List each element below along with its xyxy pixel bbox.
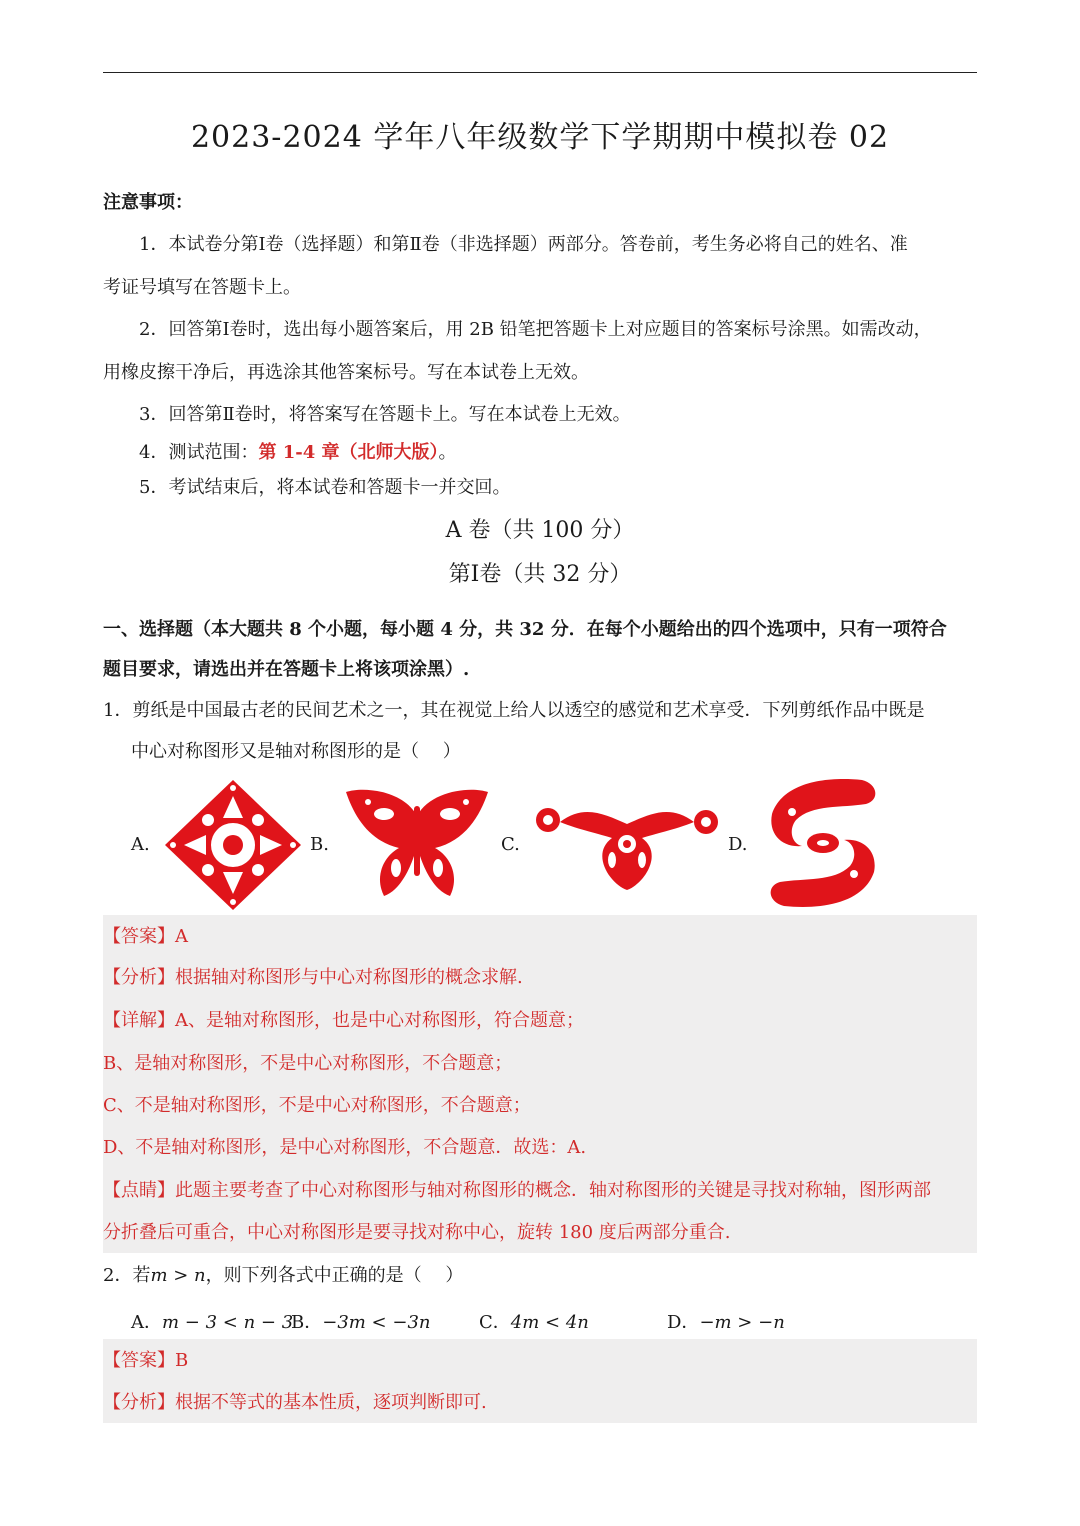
question-type-line-2: 题目要求，请选出并在答题卡上将该项涂黑）. — [103, 659, 470, 680]
q1-analysis: 【分析】根据轴对称图形与中心对称图形的概念求解. — [103, 967, 523, 988]
q2-answer: 【答案】B — [103, 1350, 189, 1371]
q1-option-a-label: A. — [131, 834, 150, 855]
q2-condition: m > n — [150, 1265, 206, 1286]
test-scope: 第 1-4 章（北师大版） — [258, 442, 439, 463]
q1-option-d-label: D. — [728, 834, 748, 855]
q2-option-d — [667, 1308, 785, 1334]
notice-item-2: 2．回答第Ⅰ卷时，选出每小题答案后，用 2B 铅笔把答题卡上对应题目的答案标号涂黑。如需改动， — [139, 319, 932, 340]
q1-option-c-label: C. — [501, 834, 520, 855]
papercut-snowflake-image — [163, 778, 303, 912]
q2-analysis: 【分析】根据不等式的基本性质，逐项判断即可. — [103, 1392, 487, 1413]
q2-option-b-label: B． — [291, 1312, 323, 1333]
notice-item-2-cont: 用橡皮擦干净后，再选涂其他答案标号。写在本试卷上无效。 — [103, 362, 589, 383]
q2-option-b-expr: −3m < −3n — [322, 1312, 431, 1333]
q1-detail-b: B、是轴对称图形，不是中心对称图形，不合题意； — [103, 1053, 513, 1074]
notice-item-3: 3．回答第Ⅱ卷时，将答案写在答题卡上。写在本试卷上无效。 — [139, 404, 631, 425]
notice-item-4-suffix: 。 — [438, 442, 457, 463]
header-rule — [103, 72, 977, 73]
notice-item-1-cont: 考证号填写在答题卡上。 — [103, 277, 301, 298]
q1-comment-cont: 分折叠后可重合，中心对称图形是要寻找对称中心，旋转 180 度后两部分重合. — [103, 1222, 731, 1243]
q2-option-a — [131, 1308, 293, 1334]
q2-option-a-label: A． — [131, 1312, 162, 1333]
q1-comment: 【点睛】此题主要考查了中心对称图形与轴对称图形的概念．轴对称图形的关键是寻找对称轴，图形两部 — [103, 1180, 931, 1201]
q1-stem-cont: 中心对称图形又是轴对称图形的是（ ） — [131, 741, 461, 762]
page-title: 2023-2024 学年八年级数学下学期期中模拟卷 02 — [190, 120, 890, 155]
notice-item-1: 1．本试卷分第Ⅰ卷（选择题）和第Ⅱ卷（非选择题）两部分。答卷前，考生务必将自己的姓名、准 — [139, 234, 908, 255]
notice-heading: 注意事项： — [103, 192, 193, 213]
volume-a-heading: A 卷（共 100 分） — [445, 518, 635, 543]
question-type-label: 一、选择题 — [103, 619, 193, 640]
q1-detail-d: D、不是轴对称图形，是中心对称图形，不合题意．故选：A. — [103, 1137, 587, 1158]
notice-item-4-prefix: 4．测试范围： — [139, 442, 259, 463]
q2-option-d-label: D． — [667, 1312, 700, 1333]
q1-detail-c: C、不是轴对称图形，不是中心对称图形，不合题意； — [103, 1095, 531, 1116]
question-type-rule: （本大题共 8 个小题，每小题 4 分，共 32 分．在每个小题给出的四个选项中，只有一项符合 — [193, 619, 947, 640]
q2-stem — [103, 1265, 463, 1287]
q2-option-a-expr: m − 3 < n − 3 — [162, 1312, 294, 1333]
part-one-heading: 第Ⅰ卷（共 32 分） — [448, 562, 632, 587]
q2-option-c — [479, 1308, 589, 1334]
q2-option-c-expr: 4m < 4n — [510, 1312, 589, 1333]
papercut-flower-image — [534, 794, 720, 892]
papercut-butterfly-image — [344, 786, 490, 900]
q1-option-b-label: B. — [310, 834, 329, 855]
papercut-fish-image — [762, 774, 884, 912]
q2-stem-suffix: ，则下列各式中正确的是（ ） — [205, 1265, 464, 1286]
notice-item-4 — [139, 442, 457, 464]
notice-item-5: 5．考试结束后，将本试卷和答题卡一并交回。 — [139, 477, 511, 498]
q2-stem-prefix: 2．若 — [103, 1265, 151, 1286]
q1-answer-panel — [103, 915, 977, 1253]
q1-stem: 1．剪纸是中国最古老的民间艺术之一，其在视觉上给人以透空的感觉和艺术享受．下列剪纸作品中既是 — [103, 700, 925, 721]
q2-option-d-expr: −m > −n — [699, 1312, 785, 1333]
q2-option-c-label: C． — [479, 1312, 511, 1333]
q2-option-b — [291, 1308, 431, 1334]
question-type-line-1 — [103, 619, 947, 641]
q1-detail-a: 【详解】A、是轴对称图形，也是中心对称图形，符合题意； — [103, 1010, 584, 1031]
q1-answer: 【答案】A — [103, 926, 188, 947]
